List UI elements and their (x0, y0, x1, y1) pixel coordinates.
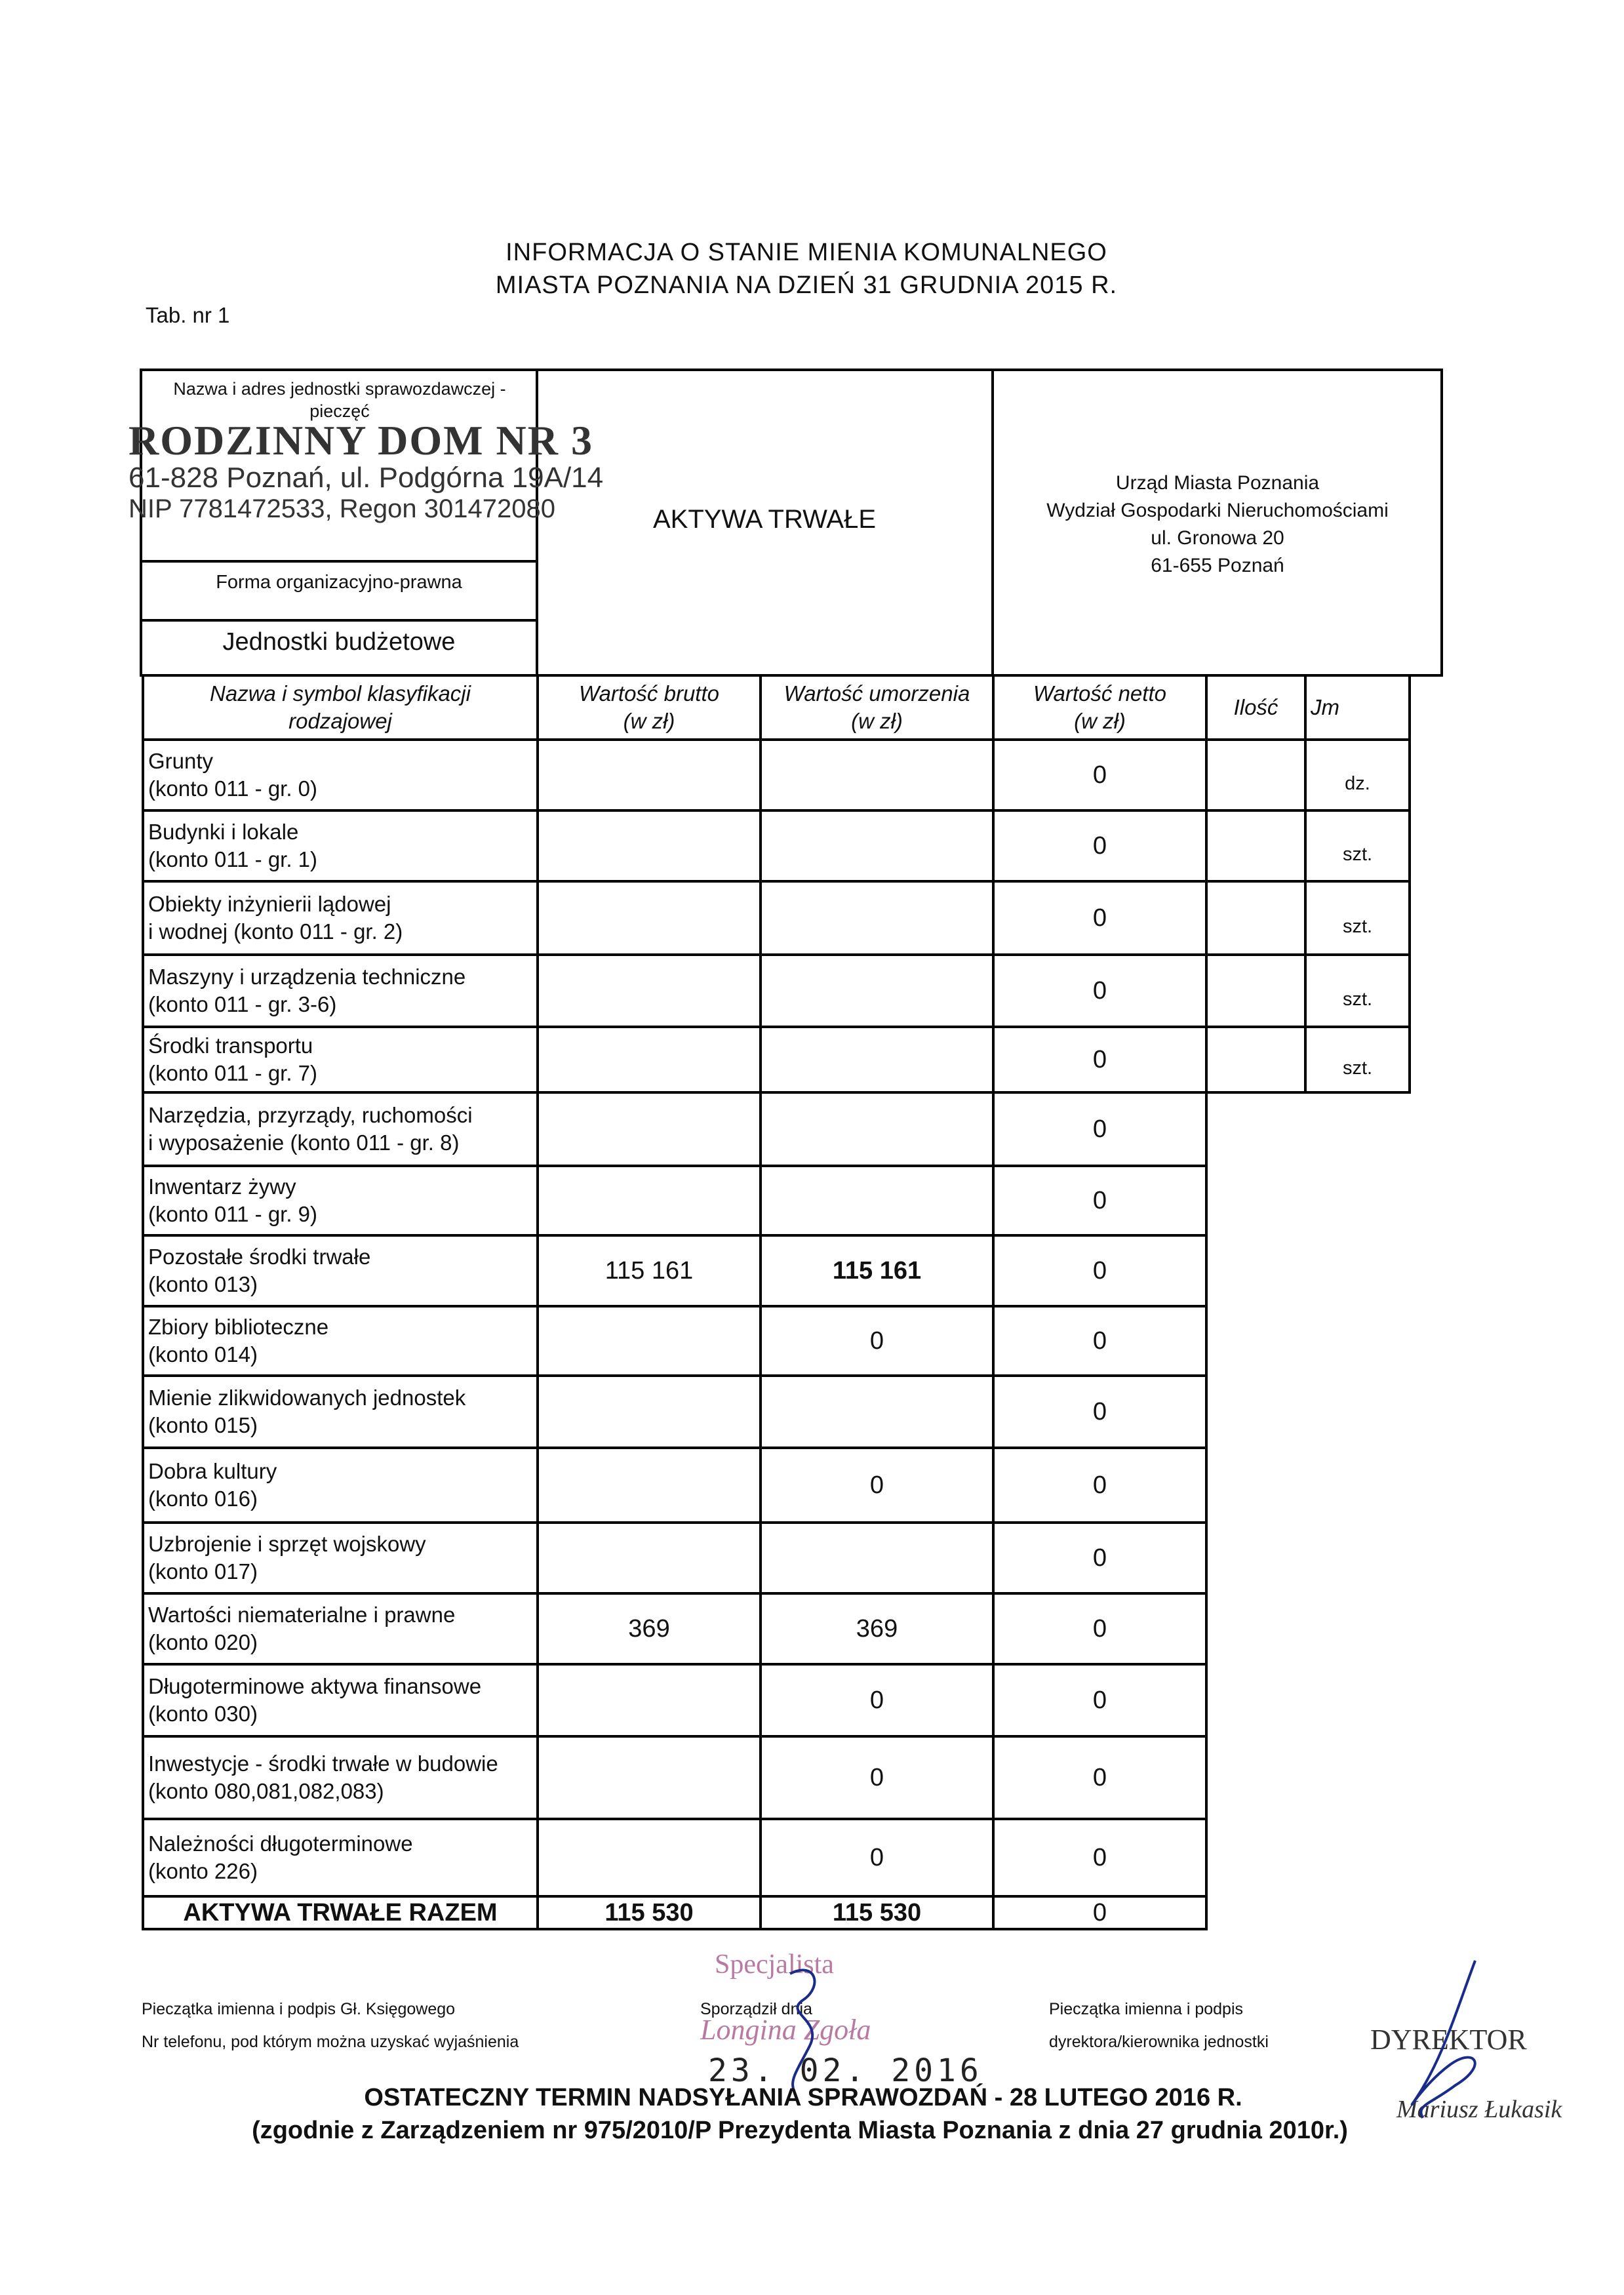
row-depreciation: 0 (761, 1736, 993, 1819)
table-row (143, 1306, 1410, 1376)
row-depreciation (761, 955, 993, 1027)
phone-label: Nr telefonu, pod którym można uzyskać wyjaśnienia (142, 2033, 519, 2051)
row-name: Zbiory biblioteczne (konto 014) (143, 1306, 538, 1376)
table-row (143, 740, 1410, 810)
unit-label: Nazwa i adres jednostki sprawozdawczej - pieczęć (173, 379, 506, 421)
table-row (143, 1819, 1410, 1896)
recipient-address: Urząd Miasta Poznania Wydział Gospodarki Nieruchomościami ul. Gronowa 20 61-655 Poznań (1046, 472, 1389, 576)
row-gross (538, 1523, 761, 1593)
row-depreciation (761, 1166, 993, 1235)
row-net: 0 (993, 881, 1206, 955)
table-header-row (143, 675, 1410, 740)
total-net: 0 (993, 1896, 1206, 1929)
table-row (143, 1593, 1410, 1664)
row-name: Grunty (konto 011 - gr. 0) (143, 740, 538, 810)
table-row (143, 955, 1410, 1027)
col-net-header: Wartość netto (w zł) (993, 675, 1206, 740)
director-label-1: Pieczątka imienna i podpis (1049, 2000, 1243, 2018)
row-net: 0 (993, 1593, 1206, 1664)
col-gross-header: Wartość brutto (w zł) (538, 675, 761, 740)
row-gross (538, 1736, 761, 1819)
table-row (143, 881, 1410, 955)
row-net: 0 (993, 955, 1206, 1027)
row-depreciation: 0 (761, 1664, 993, 1736)
row-depreciation (761, 1092, 993, 1166)
row-depreciation (761, 810, 993, 881)
section-title: AKTYWA TRWAŁE (652, 505, 877, 534)
stamp-line-2: 61-828 Poznań, ul. Podgórna 19A/14 (129, 462, 604, 494)
prepared-date: 23. 02. 2016 (708, 2052, 983, 2089)
row-depreciation: 0 (761, 1306, 993, 1376)
row-net: 0 (993, 1376, 1206, 1448)
row-depreciation: 369 (761, 1593, 993, 1664)
row-name: Maszyny i urządzenia techniczne (konto 011 - gr. 3-6) (143, 955, 538, 1027)
row-qty (1206, 810, 1305, 881)
row-name: Inwentarz żywy (konto 011 - gr. 9) (143, 1166, 538, 1235)
row-name: Narzędzia, przyrządy, ruchomości i wyposażenie (konto 011 - gr. 8) (143, 1092, 538, 1166)
unit-stamp (129, 417, 604, 523)
row-net: 0 (993, 1736, 1206, 1819)
prepared-label: Sporządził dnia (700, 2000, 812, 2018)
row-unit: szt. (1305, 810, 1410, 881)
table-number: Tab. nr 1 (146, 303, 230, 327)
col-depreciation-header: Wartość umorzenia (w zł) (761, 675, 993, 740)
col-name-header: Nazwa i symbol klasyfikacji rodzajowej (143, 675, 538, 740)
row-qty (1206, 1027, 1305, 1092)
total-row (143, 1896, 1410, 1929)
col-qty-header: Ilość (1206, 675, 1305, 740)
row-qty (1206, 881, 1305, 955)
row-gross (538, 1092, 761, 1166)
row-gross (538, 955, 761, 1027)
director-label-2: dyrektora/kierownika jednostki (1049, 2033, 1269, 2051)
row-depreciation: 115 161 (761, 1235, 993, 1306)
row-gross: 369 (538, 1593, 761, 1664)
row-depreciation (761, 740, 993, 810)
row-unit: szt. (1305, 1027, 1410, 1092)
row-net: 0 (993, 1092, 1206, 1166)
total-gross: 115 530 (538, 1896, 761, 1929)
assets-table (142, 674, 1411, 1930)
director-stamp-name: Mariusz Łukasik (1396, 2096, 1562, 2123)
row-name: Należności długoterminowe (konto 226) (143, 1819, 538, 1896)
table-row (143, 1092, 1410, 1166)
row-net: 0 (993, 1448, 1206, 1523)
row-gross (538, 1376, 761, 1448)
table-row (143, 1235, 1410, 1306)
row-name: Długoterminowe aktywa finansowe (konto 030) (143, 1664, 538, 1736)
row-name: Pozostałe środki trwałe (konto 013) (143, 1235, 538, 1306)
row-depreciation (761, 1027, 993, 1092)
row-name: Uzbrojenie i sprzęt wojskowy (konto 017) (143, 1523, 538, 1593)
row-net: 0 (993, 1306, 1206, 1376)
col-unit-header: Jm (1305, 675, 1410, 740)
row-gross (538, 1027, 761, 1092)
stamp-line-3: NIP 7781472533, Regon 301472080 (129, 494, 555, 523)
title-line-2: MIASTA POZNANIA NA DZIEŃ 31 GRUDNIA 2015 R. (495, 271, 1118, 299)
table-row (143, 1736, 1410, 1819)
row-qty (1206, 955, 1305, 1027)
row-gross (538, 1664, 761, 1736)
row-name: Obiekty inżynierii lądowej i wodnej (konto 011 - gr. 2) (143, 881, 538, 955)
row-net: 0 (993, 1523, 1206, 1593)
director-stamp-title: DYREKTOR (1370, 2024, 1527, 2056)
table-row (143, 1448, 1410, 1523)
total-depreciation: 115 530 (761, 1896, 993, 1929)
deadline-note: OSTATECZNY TERMIN NADSYŁANIA SPRAWOZDAŃ - 28 LUTEGO 2016 R. (364, 2084, 1242, 2111)
row-gross (538, 810, 761, 881)
row-name: Inwestycje - środki trwałe w budowie (konto 080,081,082,083) (143, 1736, 538, 1819)
row-unit: szt. (1305, 955, 1410, 1027)
table-row (143, 1376, 1410, 1448)
stamp-line-1: RODZINNY DOM NR 3 (129, 417, 593, 464)
table-row (143, 1523, 1410, 1593)
row-net: 0 (993, 1819, 1206, 1896)
row-depreciation (761, 881, 993, 955)
legal-basis-note: (zgodnie z Zarządzeniem nr 975/2010/P Prezydenta Miasta Poznania z dnia 27 grudnia 2010r.) (252, 2117, 1348, 2144)
specialist-name-stamp: Longina Zgoła (700, 2014, 871, 2046)
row-gross (538, 881, 761, 955)
row-unit: dz. (1305, 740, 1410, 810)
org-form-label: Forma organizacyjno-prawna (216, 572, 462, 593)
row-depreciation (761, 1523, 993, 1593)
document-title (420, 236, 1193, 302)
table-row (143, 810, 1410, 881)
row-unit: szt. (1305, 881, 1410, 955)
table-row (143, 1027, 1410, 1092)
row-gross: 115 161 (538, 1235, 761, 1306)
accountant-label: Pieczątka imienna i podpis Gł. Księgowego (142, 2000, 456, 2018)
row-qty (1206, 740, 1305, 810)
row-gross (538, 1306, 761, 1376)
prepared-signature-icon (770, 1961, 836, 2092)
row-gross (538, 1448, 761, 1523)
row-name: Wartości niematerialne i prawne (konto 020) (143, 1593, 538, 1664)
row-gross (538, 740, 761, 810)
row-net: 0 (993, 1235, 1206, 1306)
total-label: AKTYWA TRWAŁE RAZEM (143, 1896, 538, 1929)
row-depreciation: 0 (761, 1819, 993, 1896)
row-gross (538, 1166, 761, 1235)
title-line-1: INFORMACJA O STANIE MIENIA KOMUNALNEGO (505, 239, 1107, 266)
specialist-stamp: Specjalista (715, 1949, 834, 1980)
row-name: Środki transportu (konto 011 - gr. 7) (143, 1027, 538, 1092)
row-name: Dobra kultury (konto 016) (143, 1448, 538, 1523)
table-row (143, 1664, 1410, 1736)
row-name: Budynki i lokale (konto 011 - gr. 1) (143, 810, 538, 881)
director-signature-icon (1377, 1954, 1508, 2131)
row-net: 0 (993, 810, 1206, 881)
table-row (143, 1166, 1410, 1235)
row-net: 0 (993, 740, 1206, 810)
org-form-value: Jednostki budżetowe (222, 628, 456, 656)
row-depreciation: 0 (761, 1448, 993, 1523)
row-gross (538, 1819, 761, 1896)
row-net: 0 (993, 1664, 1206, 1736)
row-net: 0 (993, 1166, 1206, 1235)
row-net: 0 (993, 1027, 1206, 1092)
row-name: Mienie zlikwidowanych jednostek (konto 015) (143, 1376, 538, 1448)
row-depreciation (761, 1376, 993, 1448)
